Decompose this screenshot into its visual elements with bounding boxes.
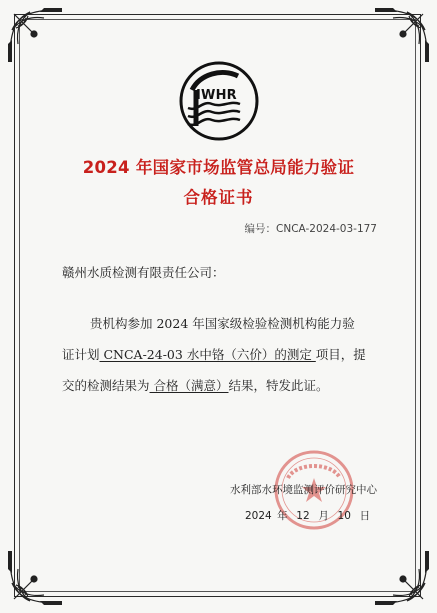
date-year-label: 年 [277,510,288,522]
logo-text: IWHR [196,88,237,103]
date-month: 12 [296,510,310,522]
date-year: 2024 [245,510,272,522]
body-line-2 [62,345,366,363]
date-day-label: 日 [359,510,371,522]
body-line-3 [62,376,329,394]
body-line-1: 贵机构参加 2024 年国家级检验检测机构能力验 [90,316,355,331]
result-value: 合格（满意） [149,378,229,393]
recipient-name: 赣州水质检测有限责任公司： [62,265,225,280]
date-day: 10 [337,510,351,522]
certificate-title: 2024 年国家市场监管总局能力验证 [82,158,355,177]
corner-ornament-bottom-right [371,547,433,609]
certificate-subtitle: 合格证书 [183,188,254,207]
body-line-2-suffix: 项目，提 [315,347,366,362]
issuing-organization: 水利部水环境监测评价研究中心 [230,484,377,496]
body-line-2-prefix: 证计划 [62,347,100,362]
issue-date [244,508,371,523]
corner-ornament-top-right [371,4,433,66]
date-month-label: 月 [318,510,329,522]
certificate-number: 编号：CNCA-2024-03-177 [244,223,377,235]
corner-ornament-bottom-left [4,547,66,609]
body-line-3-prefix: 交的检测结果为 [62,378,150,393]
program-name: CNCA-24-03 水中铬（六价）的测定 [99,347,316,362]
corner-ornament-top-left [4,4,66,66]
body-line-3-suffix: 结果，特发此证。 [228,378,329,393]
